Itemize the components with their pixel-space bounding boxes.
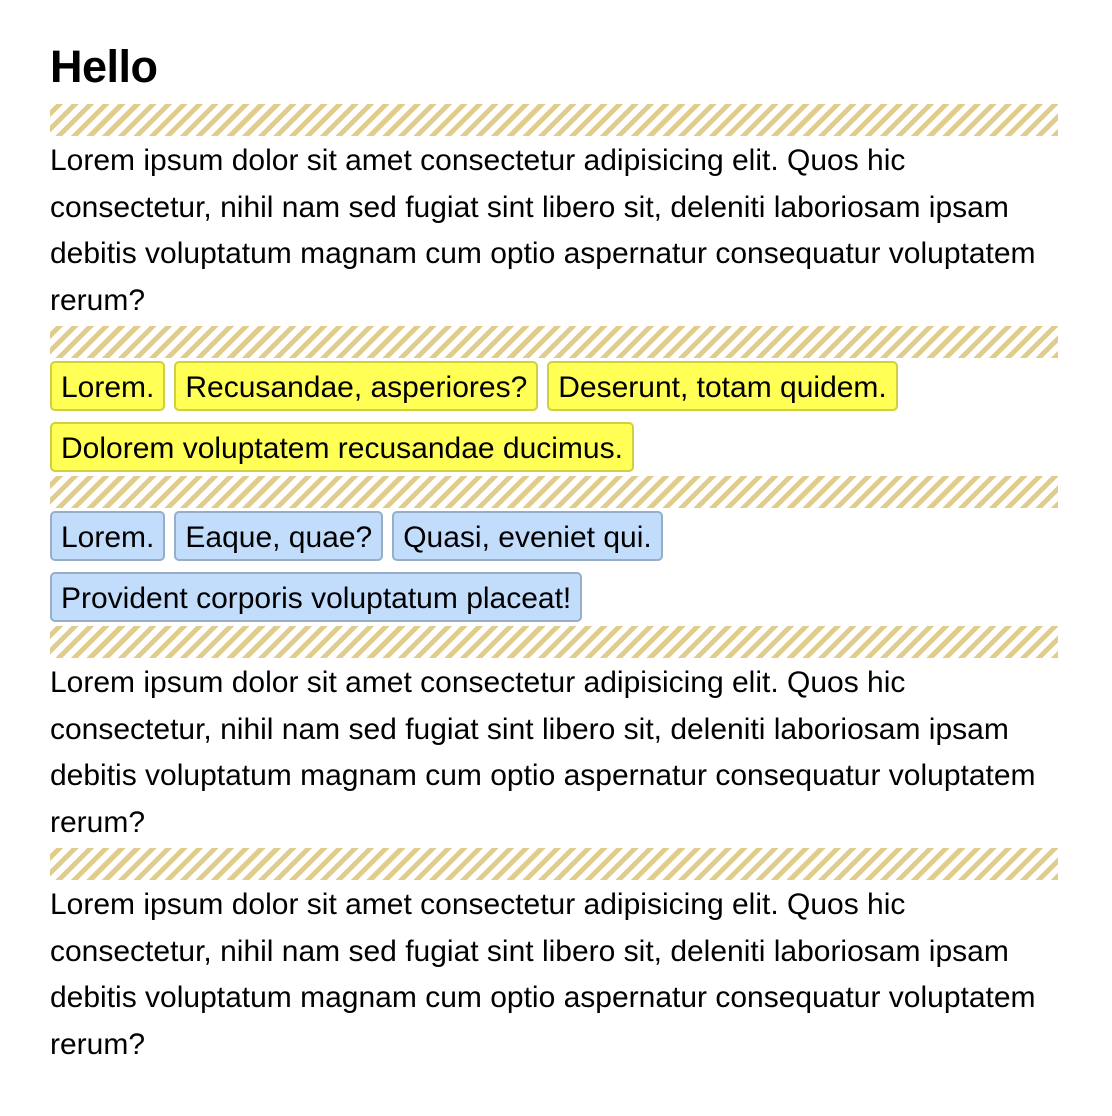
yellow-tag[interactable]: Dolorem voluptatem recusandae ducimus. bbox=[50, 422, 634, 472]
paragraph-2: Lorem ipsum dolor sit amet consectetur adipisicing elit. Quos hic consectetur, nihil nam sed fugiat sint libero sit, deleniti laboriosam ipsam debitis voluptatum magnam cum optio aspernatur consequatur voluptatem rerum? bbox=[50, 666, 1036, 839]
striped-divider bbox=[50, 848, 1058, 880]
paragraph-3: Lorem ipsum dolor sit amet consectetur adipisicing elit. Quos hic consectetur, nihil nam sed fugiat sint libero sit, deleniti laboriosam ipsam debitis voluptatum magnam cum optio aspernatur consequatur voluptatem rerum? bbox=[50, 888, 1036, 1061]
striped-divider bbox=[50, 104, 1058, 136]
paragraph-1: Lorem ipsum dolor sit amet consectetur adipisicing elit. Quos hic consectetur, nihil nam sed fugiat sint libero sit, deleniti laboriosam ipsam debitis voluptatum magnam cum optio aspernatur consequatur voluptatem rerum? bbox=[50, 144, 1036, 317]
blue-tag[interactable]: Eaque, quae? bbox=[174, 511, 383, 561]
yellow-tag[interactable]: Lorem. bbox=[50, 361, 165, 411]
yellow-tag-list bbox=[50, 358, 1058, 476]
page-title: Hello bbox=[50, 41, 158, 92]
striped-divider bbox=[50, 326, 1058, 358]
yellow-tag[interactable]: Deserunt, totam quidem. bbox=[547, 361, 898, 411]
yellow-tag[interactable]: Recusandae, asperiores? bbox=[174, 361, 538, 411]
blue-tag[interactable]: Provident corporis voluptatum placeat! bbox=[50, 572, 582, 622]
blue-tag[interactable]: Quasi, eveniet qui. bbox=[392, 511, 662, 561]
blue-tag[interactable]: Lorem. bbox=[50, 511, 165, 561]
blue-tag-list bbox=[50, 508, 1058, 626]
striped-divider bbox=[50, 626, 1058, 658]
page-content bbox=[50, 0, 1058, 1070]
striped-divider bbox=[50, 476, 1058, 508]
